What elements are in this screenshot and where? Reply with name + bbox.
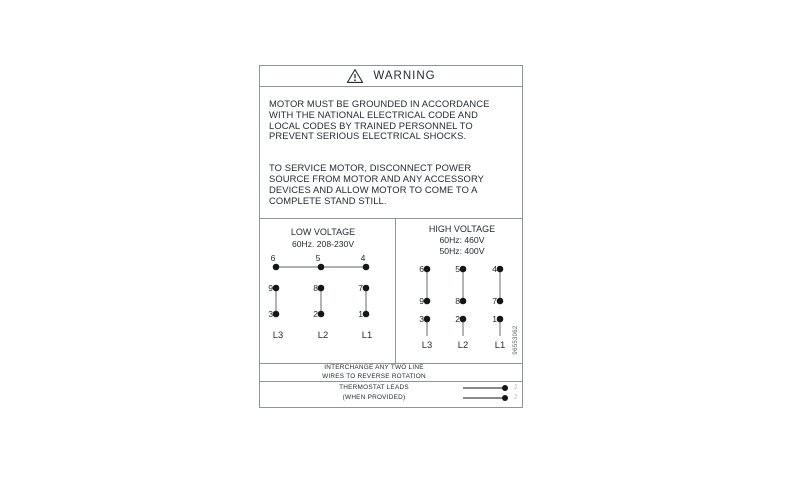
terminal-number: 1 xyxy=(492,314,497,324)
rotation-note-row xyxy=(260,364,522,382)
paragraph1-line: WITH THE NATIONAL ELECTRICAL CODE AND xyxy=(269,108,478,120)
terminal-dot xyxy=(460,266,467,273)
terminal-dot xyxy=(497,298,504,305)
terminal-dot xyxy=(318,264,325,271)
terminal-dot xyxy=(497,266,504,273)
lead-wire-icon xyxy=(463,394,509,402)
terminal-number: 6 xyxy=(419,264,424,274)
terminal-number: 5 xyxy=(455,264,460,274)
terminal-dot xyxy=(497,316,504,323)
low-voltage-title: LOW VOLTAGE xyxy=(290,227,356,237)
terminal-number: 4 xyxy=(360,253,366,263)
thermostat-row xyxy=(260,382,522,407)
thermostat-lead-symbol xyxy=(463,394,518,402)
high-voltage-cell xyxy=(396,219,522,363)
terminal-number: 6 xyxy=(270,253,276,263)
thermostat-line: (WHEN PROVIDED) xyxy=(342,394,406,401)
low-voltage-diagram xyxy=(260,219,395,362)
line-label: L3 xyxy=(272,329,284,340)
terminal-number: 5 xyxy=(315,253,321,263)
warning-header xyxy=(260,66,522,87)
rotation-note-line: WIRES TO REVERSE ROTATION xyxy=(322,372,426,380)
terminal-number: 4 xyxy=(492,264,497,274)
paragraph2-line: COMPLETE STAND STILL. xyxy=(269,194,387,206)
paragraph2-line: TO SERVICE MOTOR, DISCONNECT POWER xyxy=(269,162,472,174)
low-voltage-subtitle: 60Hz. 208-230V xyxy=(291,239,355,249)
paragraph1-line: MOTOR MUST BE GROUNDED IN ACCORDANCE xyxy=(269,98,490,109)
terminal-dot xyxy=(460,298,467,305)
rotation-note-line: INTERCHANGE ANY TWO LINE xyxy=(324,363,424,371)
lead-wire-icon xyxy=(463,384,509,392)
line-label: L1 xyxy=(494,339,506,350)
terminal-number: 7 xyxy=(358,283,363,293)
motor-warning-label xyxy=(259,65,523,408)
line-label: L2 xyxy=(317,329,329,340)
paragraph2-line: SOURCE FROM MOTOR AND ANY ACCESSORY xyxy=(269,172,484,184)
high-voltage-title: HIGH VOLTAGE xyxy=(428,224,496,234)
terminal-dot xyxy=(273,311,280,318)
terminal-number: 7 xyxy=(492,296,497,306)
terminal-number: 3 xyxy=(268,309,273,319)
high-voltage-subtitle1: 60Hz: 460V xyxy=(439,235,485,245)
terminal-number: 2 xyxy=(313,309,318,319)
terminal-dot xyxy=(460,316,467,323)
terminal-number: 2 xyxy=(455,314,460,324)
paragraph1-line: PREVENT SERIOUS ELECTRICAL SHOCKS. xyxy=(269,130,467,142)
line-label: L2 xyxy=(457,339,469,350)
warning-title: WARNING xyxy=(373,70,436,82)
terminal-number: 8 xyxy=(313,283,318,293)
terminal-number: 9 xyxy=(419,296,424,306)
lead-terminal-label: J xyxy=(513,384,517,391)
paragraph1-line: LOCAL CODES BY TRAINED PERSONNEL TO xyxy=(269,119,473,131)
paragraph2-line: DEVICES AND ALLOW MOTOR TO COME TO A xyxy=(269,183,478,195)
paragraph-gap xyxy=(269,142,522,163)
warning-text-block xyxy=(260,87,522,218)
terminal-number: 8 xyxy=(455,296,460,306)
warning-triangle-icon xyxy=(346,68,364,84)
terminal-dot xyxy=(424,298,431,305)
line-label: L3 xyxy=(421,339,433,350)
part-number: 96553062 xyxy=(513,325,519,355)
high-voltage-diagram xyxy=(396,219,522,362)
terminal-dot xyxy=(318,311,325,318)
low-voltage-cell xyxy=(260,219,396,363)
terminal-dot xyxy=(273,285,280,292)
terminal-dot xyxy=(273,264,280,271)
terminal-dot xyxy=(318,285,325,292)
terminal-dot xyxy=(363,264,370,271)
terminal-dot xyxy=(424,266,431,273)
thermostat-lead-symbol xyxy=(463,384,518,392)
thermostat-line: THERMOSTAT LEADS xyxy=(339,384,409,391)
terminal-dot xyxy=(424,316,431,323)
line-label: L1 xyxy=(361,329,373,340)
terminal-number: 3 xyxy=(419,314,424,324)
terminal-number: 1 xyxy=(358,309,363,319)
terminal-dot xyxy=(363,311,370,318)
terminal-number: 9 xyxy=(268,283,273,293)
high-voltage-subtitle2: 50Hz: 400V xyxy=(439,246,485,256)
voltage-section xyxy=(260,218,522,364)
lead-terminal-label: J xyxy=(513,394,517,401)
terminal-dot xyxy=(363,285,370,292)
